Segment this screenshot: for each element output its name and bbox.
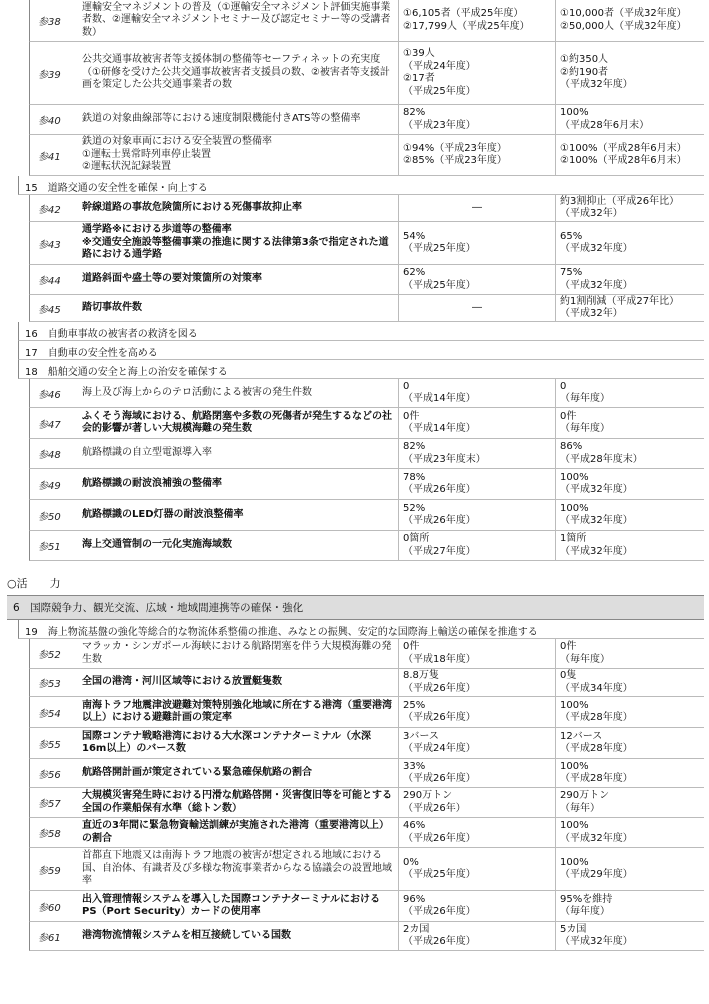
indicator-code: 参40 bbox=[38, 116, 61, 127]
indicator-row bbox=[29, 408, 704, 439]
target-value: 75% （平成32年度） bbox=[560, 267, 633, 291]
current-value: ― bbox=[399, 195, 556, 221]
indicator-row bbox=[29, 0, 704, 42]
heading-17: 17 自動車の安全性を高める bbox=[18, 341, 704, 360]
target-value: 約3割抑止（平成26年比） （平成32年） bbox=[560, 195, 680, 219]
current-value: 0件 （平成14年度） bbox=[399, 408, 556, 438]
indicator-description: 幹線道路の事故危険箇所における死傷事故抑止率 bbox=[80, 195, 399, 221]
group-15 bbox=[7, 195, 704, 322]
indicator-row bbox=[29, 469, 704, 500]
heading-19: 19 海上物流基盤の強化等総合的な物流体系整備の推進、みなとの振興、安定的な国際海上輸送の確保を推進する bbox=[18, 620, 704, 639]
indicator-description: 踏切事故件数 bbox=[80, 295, 399, 321]
target-value: 0 （毎年度） bbox=[560, 380, 610, 404]
target-value: 100% （平成29年度） bbox=[560, 856, 633, 880]
indicator-row bbox=[29, 669, 704, 697]
indicator-row bbox=[29, 848, 704, 891]
document bbox=[7, 0, 704, 951]
group-18 bbox=[7, 379, 704, 561]
target-value: 0件 （毎年度） bbox=[560, 641, 610, 665]
indicator-description: 道路斜面や盛土等の要対策箇所の対策率 bbox=[80, 265, 399, 294]
indicator-row bbox=[29, 105, 704, 135]
indicator-description: 鉄道の対象車両における安全装置の整備率 ①運転士異常時列車停止装置 ②運転状況記録装置 bbox=[80, 135, 399, 175]
indicator-description: 鉄道の対象曲線部等における速度制限機能付きATS等の整備率 bbox=[80, 105, 399, 134]
current-value: 46% （平成26年度） bbox=[399, 818, 556, 847]
indicator-description: 全国の港湾・河川区域等における放置艇隻数 bbox=[80, 669, 399, 696]
current-value: ― bbox=[399, 295, 556, 321]
indicator-code: 参52 bbox=[38, 650, 61, 661]
heading-15: 15 道路交通の安全性を確保・向上する bbox=[18, 176, 704, 195]
indicator-row bbox=[29, 639, 704, 669]
heading-6: 6 国際競争力、観光交流、広域・地域間連携等の確保・強化 bbox=[7, 595, 704, 620]
indicator-row bbox=[29, 788, 704, 818]
target-value: 100% （平成28年6月末） bbox=[560, 107, 650, 131]
target-value: 100% （平成32年度） bbox=[560, 820, 633, 844]
indicator-code: 参47 bbox=[38, 419, 61, 431]
indicator-code: 参59 bbox=[38, 865, 61, 877]
current-value: ①94%（平成23年度） ②85%（平成23年度） bbox=[399, 135, 556, 175]
indicator-description: 港湾物流情報システムを相互接続している国数 bbox=[80, 922, 399, 950]
indicator-row bbox=[29, 818, 704, 848]
target-value: 86% （平成28年度末） bbox=[560, 441, 643, 465]
indicator-description: 航路標識の耐波浪補強の整備率 bbox=[80, 469, 399, 499]
current-value: 78% （平成26年度） bbox=[399, 469, 556, 499]
current-value: 0件 （平成18年度） bbox=[399, 639, 556, 668]
indicator-description: 公共交通事故被害者等支援体制の整備等セーフティネットの充実度（①研修を受けた公共交通事故被害者支援員の数、②被害者等支援計画を策定した公共交通事業者の数 bbox=[80, 42, 399, 104]
indicator-description: 運輸安全マネジメントの普及（①運輸安全マネジメント評価実施事業者数、②運輸安全マネジメントセミナー及び認定セミナー等の受講者数） bbox=[80, 0, 399, 41]
indicator-description: 直近の3年間に緊急物資輸送訓練が実施された港湾（重要港湾以上）の割合 bbox=[80, 818, 399, 847]
target-value: 0隻 （平成34年度） bbox=[560, 670, 633, 694]
current-value: 0% （平成25年度） bbox=[399, 848, 556, 890]
indicator-description: 首都直下地震又は南海トラフ地震の被害が想定される地域における国、自治体、有識者及び多様な物流事業者からなる協議会の設置地域率 bbox=[80, 848, 399, 890]
indicator-code: 参61 bbox=[38, 932, 61, 944]
indicator-row bbox=[29, 135, 704, 176]
current-value: 3バース （平成24年度） bbox=[399, 728, 556, 758]
indicator-row bbox=[29, 531, 704, 561]
target-value: 290万トン （毎年） bbox=[560, 790, 610, 814]
indicator-description: マラッカ・シンガポール海峡における航路閉塞を伴う大規模海難の発生数 bbox=[80, 639, 399, 668]
target-value: ①約350人 ②約190者 （平成32年度） bbox=[560, 54, 633, 91]
indicator-code: 参54 bbox=[38, 708, 61, 720]
indicator-code: 参60 bbox=[38, 902, 61, 914]
indicator-description: 通学路※における歩道等の整備率 ※交通安全施設等整備事業の推進に関する法律第3条で指定された道路における通学路 bbox=[80, 222, 399, 264]
indicator-code: 参46 bbox=[38, 389, 61, 401]
target-value: 100% （平成32年度） bbox=[560, 502, 633, 526]
current-value: 52% （平成26年度） bbox=[399, 500, 556, 530]
indicator-code: 参42 bbox=[38, 204, 61, 216]
current-value: 25% （平成26年度） bbox=[399, 697, 556, 727]
indicator-description: 南海トラフ地震津波避難対策特別強化地域に所在する港湾（重要港湾以上）における避難計画の策定率 bbox=[80, 697, 399, 727]
target-value: 5カ国 （平成32年度） bbox=[560, 923, 633, 947]
target-value: 約1割削減（平成27年比） （平成32年） bbox=[560, 295, 680, 319]
target-value: 0件 （毎年度） bbox=[560, 410, 610, 434]
current-value: 0 （平成14年度） bbox=[399, 379, 556, 407]
target-value: ①10,000者（平成32年度） ②50,000人（平成32年度） bbox=[560, 8, 687, 32]
target-value: 65% （平成32年度） bbox=[560, 230, 633, 254]
current-value: 82% （平成23年度） bbox=[399, 105, 556, 134]
indicator-description: 航路標識の自立型電源導入率 bbox=[80, 439, 399, 468]
heading-16: 16 自動車事故の被害者の救済を図る bbox=[18, 322, 704, 341]
indicator-row bbox=[29, 379, 704, 408]
section-title: ○活 力 bbox=[7, 577, 61, 590]
indicator-description: 航路啓開計画が策定されている緊急確保航路の割合 bbox=[80, 759, 399, 787]
indicator-code: 参41 bbox=[38, 151, 61, 163]
current-value: 0箇所 （平成27年度） bbox=[399, 531, 556, 560]
indicator-row bbox=[29, 439, 704, 469]
indicator-code: 参51 bbox=[38, 542, 61, 553]
indicator-row bbox=[29, 195, 704, 222]
group-19 bbox=[7, 639, 704, 951]
indicator-code: 参57 bbox=[38, 799, 61, 810]
current-value: 82% （平成23年度末） bbox=[399, 439, 556, 468]
indicator-description: 海上交通管制の一元化実施海域数 bbox=[80, 531, 399, 560]
current-value: 54% （平成25年度） bbox=[399, 222, 556, 264]
indicator-row bbox=[29, 922, 704, 951]
current-value: 8.8万隻 （平成26年度） bbox=[399, 669, 556, 696]
indicator-description: 航路標識のLED灯器の耐波浪整備率 bbox=[80, 500, 399, 530]
indicator-row bbox=[29, 728, 704, 759]
indicator-row bbox=[29, 500, 704, 531]
indicator-description: ふくそう海域における、航路閉塞や多数の死傷者が発生するなどの社会的影響が著しい大規模海難の発生数 bbox=[80, 408, 399, 438]
indicator-row bbox=[29, 759, 704, 788]
indicator-code: 参53 bbox=[38, 679, 61, 690]
indicator-code: 参49 bbox=[38, 480, 61, 492]
current-value: 96% （平成26年度） bbox=[399, 891, 556, 921]
current-value: 2カ国 （平成26年度） bbox=[399, 922, 556, 950]
indicator-description: 国際コンテナ戦略港湾における大水深コンテナターミナル（水深16m以上）のバース数 bbox=[80, 728, 399, 758]
indicator-description: 大規模災害発生時における円滑な航路啓開・災害復旧等を可能とする全国の作業船保有水準（総トン数） bbox=[80, 788, 399, 817]
indicator-row bbox=[29, 222, 704, 265]
current-value: ①39人 （平成24年度） ②17者 （平成25年度） bbox=[399, 42, 556, 104]
indicator-row bbox=[29, 891, 704, 922]
current-value: 33% （平成26年度） bbox=[399, 759, 556, 787]
target-value: 100% （平成32年度） bbox=[560, 471, 633, 495]
indicator-row bbox=[29, 295, 704, 322]
indicator-code: 参45 bbox=[38, 304, 61, 316]
indicator-code: 参56 bbox=[38, 769, 61, 781]
target-value: ①100%（平成28年6月末） ②100%（平成28年6月末） bbox=[560, 142, 687, 166]
target-value: 100% （平成28年度） bbox=[560, 699, 633, 723]
group-top bbox=[7, 0, 704, 176]
indicator-description: 海上及び海上からのテロ活動による被害の発生件数 bbox=[80, 379, 399, 407]
indicator-row bbox=[29, 42, 704, 105]
indicator-code: 参43 bbox=[38, 239, 61, 251]
indicator-code: 参38 bbox=[38, 17, 61, 28]
current-value: 290万トン （平成26年） bbox=[399, 788, 556, 817]
heading-18: 18 船舶交通の安全と海上の治安を確保する bbox=[18, 360, 704, 379]
indicator-code: 参48 bbox=[38, 450, 61, 461]
indicator-row bbox=[29, 697, 704, 728]
indicator-code: 参55 bbox=[38, 739, 61, 751]
indicator-description: 出入管理情報システムを導入した国際コンテナターミナルにおけるPS（Port Security）カードの使用率 bbox=[80, 891, 399, 921]
indicator-code: 参58 bbox=[38, 829, 61, 840]
current-value: ①6,105者（平成25年度） ②17,799人（平成25年度） bbox=[399, 0, 556, 41]
indicator-row bbox=[29, 265, 704, 295]
target-value: 100% （平成28年度） bbox=[560, 760, 633, 784]
target-value: 1箇所 （平成32年度） bbox=[560, 533, 633, 557]
indicator-code: 参50 bbox=[38, 511, 61, 523]
indicator-code: 参44 bbox=[38, 276, 61, 287]
target-value: 12バース （平成28年度） bbox=[560, 730, 633, 754]
target-value: 95%を維持 （毎年度） bbox=[560, 893, 613, 917]
indicator-code: 参39 bbox=[38, 69, 61, 81]
current-value: 62% （平成25年度） bbox=[399, 265, 556, 294]
